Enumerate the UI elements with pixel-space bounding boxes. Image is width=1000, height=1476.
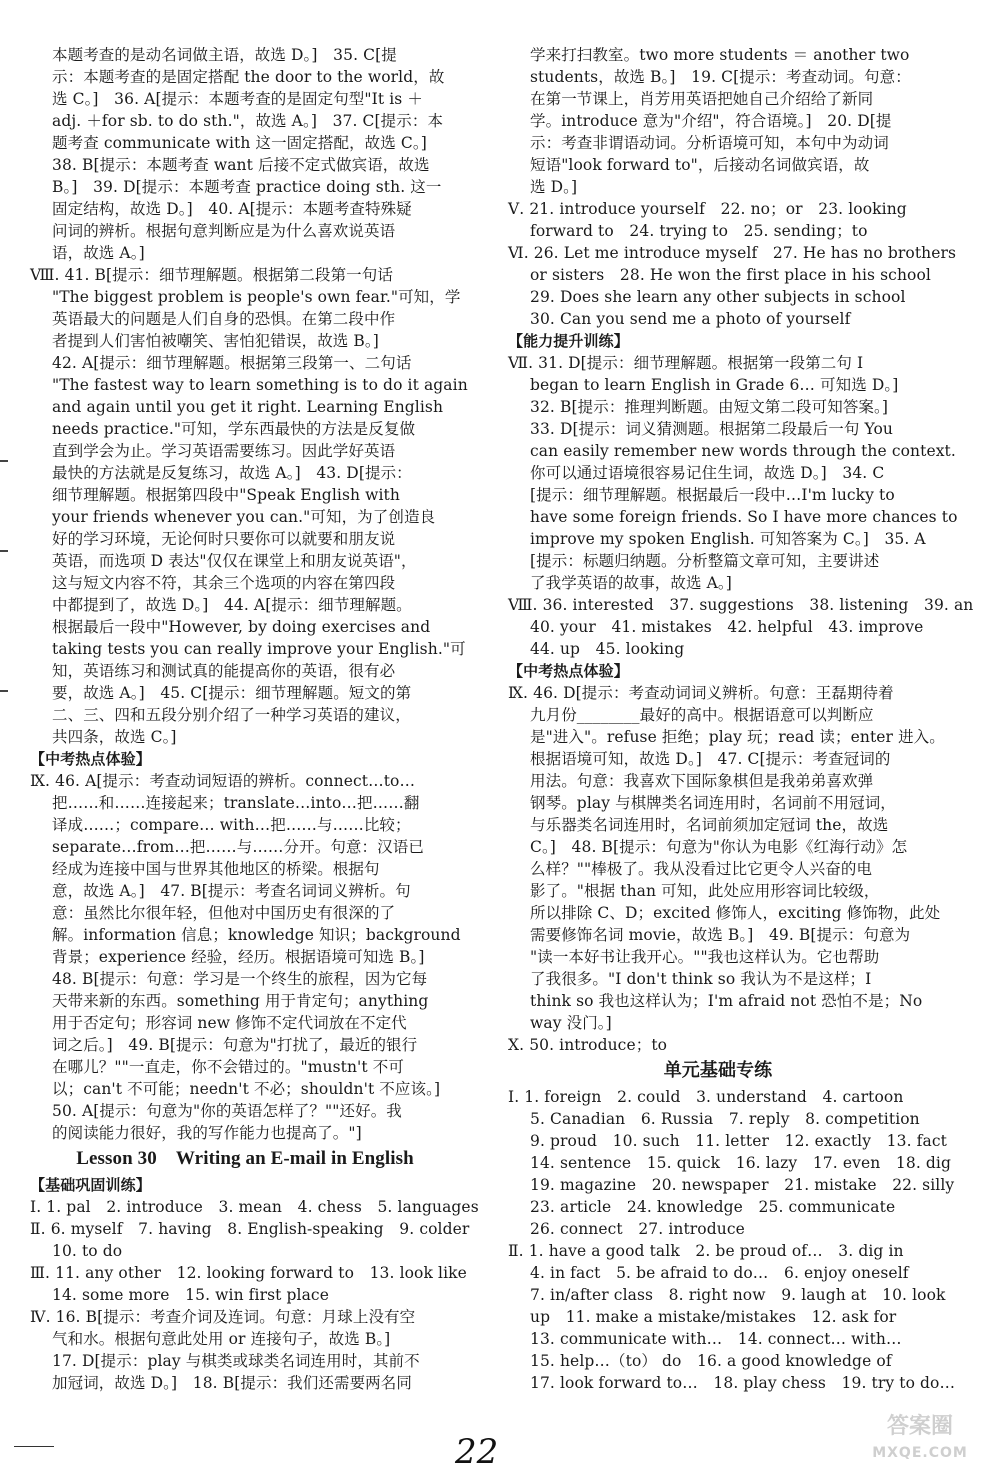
margin-tick <box>0 460 8 462</box>
answer-line: Ⅹ. 50. introduce；to <box>508 1036 668 1054</box>
answer-line: 共四条，故选 C。] <box>52 728 177 746</box>
answer-line: 用法。句意：我喜欢下国际象棋但是我弟弟喜欢弹 <box>530 772 874 790</box>
answer-line: 钢琴。play 与棋牌类名词连用时，名词前不用冠词， <box>530 794 896 812</box>
answer-line: Ⅴ. 21. introduce yourself 22. no；or 23. looking <box>508 200 907 218</box>
answer-line: 直到学会为止。学习英语需要练习。因此学好英语 <box>52 442 396 460</box>
right-column <box>508 44 974 1394</box>
answer-line: 九月份________最好的高中。根据语意可以判断应 <box>530 706 874 724</box>
answer-line: 知，英语练习和测试真的能提高你的英语，很有必 <box>52 662 396 680</box>
answer-line: 29. Does she learn any other subjects in school <box>530 288 906 306</box>
answer-line: "The fastest way to learn something is to do it again <box>52 376 468 394</box>
answer-line: 38. B[提示：本题考查 want 后接不定式做宾语，故选 <box>52 156 430 174</box>
answer-line: 二、三、四和五段分别介绍了一种学习英语的建议， <box>52 706 411 724</box>
answer-line: 背景；experience 经验，经历。根据语境可知选 B。] <box>52 948 425 966</box>
answer-line: 中都提到了，故选 D。] 44. A[提示：细节理解题。 <box>52 596 412 614</box>
answer-line: 与乐器类名词连用时，名词前须加定冠词 the，故选 <box>530 816 889 834</box>
answer-line: 把……和……连接起来；translate…into…把……翻 <box>52 794 420 812</box>
answer-line: and again until you get it right. Learning English <box>52 398 444 416</box>
answer-line: Ⅰ. 1. pal 2. introduce 3. mean 4. chess 5. languages <box>30 1198 479 1216</box>
answer-line: began to learn English in Grade 6… 可知选 D。] <box>530 376 899 394</box>
answer-line: 32. B[提示：推理判断题。由短文第二段可知答案。] <box>530 398 889 416</box>
answer-line: 的阅读能力很好，我的写作能力也提高了。"] <box>52 1124 362 1142</box>
answer-line: 了我很多。"I don't think so 我认为不是这样；I <box>530 970 872 988</box>
answer-line: 问词的辨析。根据句意判断应是为什么喜欢说英语 <box>52 222 396 240</box>
answer-line: Ⅰ. 1. foreign 2. could 3. understand 4. cartoon <box>508 1088 904 1106</box>
answer-line: 解。information 信息；knowledge 知识；background <box>52 926 461 944</box>
answer-line: can easily remember new words through the context. <box>530 442 956 460</box>
answer-line: C。] 48. B[提示：句意为"你认为电影《红海行动》怎 <box>530 838 908 856</box>
answer-line: 语，故选 A。] <box>52 244 145 262</box>
lesson-title: Lesson 30 Writing an E-mail in English <box>76 1148 414 1169</box>
answer-line: 33. D[提示：词义猜测题。根据第二段最后一句 You <box>530 420 893 438</box>
watermark-url: MXQE.COM <box>872 1445 968 1461</box>
answer-line: 选 D。] <box>530 178 578 196</box>
answer-line: 根据最后一段中"However, by doing exercises and <box>52 618 431 636</box>
answer-line: 气和水。根据句意此处用 or 连接句子，故选 B。] <box>52 1330 391 1348</box>
answer-line: 30. Can you send me a photo of yourself <box>530 310 851 328</box>
answer-line: 48. B[提示：句意：学习是一个终生的旅程，因为它每 <box>52 970 428 988</box>
answer-line: 题考查 communicate with 这一固定搭配，故选 C。] <box>52 134 427 152</box>
section-heading: 【基础巩固训练】 <box>30 1176 151 1194</box>
answer-line: 50. A[提示：句意为"你的英语怎样了？""还好。我 <box>52 1102 402 1120</box>
answer-line: 学来打扫教室。two more students ＝ another two <box>530 46 910 64</box>
answer-line: Ⅷ. 36. interested 37. suggestions 38. listening 39. an <box>508 596 974 614</box>
answer-line: 经成为连接中国与世界其他地区的桥梁。根据句 <box>52 860 380 878</box>
left-column <box>30 44 479 1394</box>
answer-line: 英语，而选项 D 表达"仅仅在课堂上和朋友说英语"， <box>52 552 417 570</box>
answer-line: forward to 24. trying to 25. sending；to <box>530 222 868 240</box>
answer-line: 本题考查的是动名词做主语，故选 D。] 35. C[提 <box>52 46 397 64</box>
answer-line: 天带来新的东西。something 用于肯定句；anything <box>52 992 429 1010</box>
lesson-title: 单元基础专练 <box>663 1060 773 1081</box>
answer-line: 了我学英语的故事，故选 A。] <box>530 574 732 592</box>
answer-line: 么样？""棒极了。我从没看过比它更令人兴奋的电 <box>530 860 873 878</box>
answer-line: B。] 39. D[提示：本题考查 practice doing sth. 这一 <box>52 178 442 196</box>
answer-line: Ⅶ. 31. D[提示：细节理解题。根据第一段第二句 I <box>508 354 864 372</box>
answer-line: 23. article 24. knowledge 25. communicate <box>530 1198 896 1216</box>
answer-line: 好的学习环境，无论何时只要你可以就要和朋友说 <box>52 530 396 548</box>
answer-line: 9. proud 10. such 11. letter 12. exactly 13. fact <box>530 1132 947 1150</box>
answer-line: 译成……；compare… with…把……与……比较； <box>52 816 411 834</box>
answer-line: 需要修饰名词 movie，故选 B。] 49. B[提示：句意为 <box>530 926 911 944</box>
margin-tick <box>0 690 8 692</box>
answer-line: 是"进入"。refuse 拒绝；play 玩；read 读；enter 进入。 <box>530 728 945 746</box>
answer-line: think so 我也这样认为；I'm afraid not 恐怕不是；No <box>530 992 923 1010</box>
answer-line: Ⅷ. 41. B[提示：细节理解题。根据第二段第一句话 <box>30 266 393 284</box>
answer-line: 42. A[提示：细节理解题。根据第三段第一、二句话 <box>52 354 412 372</box>
answer-line: 44. up 45. looking <box>530 640 685 658</box>
answer-line: way 没门。] <box>530 1014 612 1032</box>
answer-line: 者提到人们害怕被嘲笑、害怕犯错误，故选 B。] <box>52 332 379 350</box>
answer-line: 10. to do <box>52 1242 123 1260</box>
answer-line: 示：本题考查的是固定搭配 the door to the world，故 <box>52 68 445 86</box>
answer-line: 这与短文内容不符，其余三个选项的内容在第四段 <box>52 574 396 592</box>
answer-line: improve my spoken English. 可知答案为 C。] 35. A <box>530 530 926 548</box>
answer-line: 14. sentence 15. quick 16. lazy 17. even 18. dig <box>530 1154 951 1172</box>
answer-line: 5. Canadian 6. Russia 7. reply 8. competition <box>530 1110 920 1128</box>
answer-line: 所以排除 C、D；excited 修饰人，exciting 修饰物，此处 <box>530 904 941 922</box>
section-heading: 【能力提升训练】 <box>508 332 629 350</box>
section-heading: 【中考热点体验】 <box>30 750 151 768</box>
answer-line: 固定结构，故选 D。] 40. A[提示：本题考查特殊疑 <box>52 200 412 218</box>
answer-line: 17. look forward to… 18. play chess 19. try to do… <box>530 1374 956 1392</box>
answer-line: 26. connect 27. introduce <box>530 1220 745 1238</box>
page-number: 22 <box>455 1432 499 1472</box>
answer-line: 词之后。] 49. B[提示：句意为"打扰了，最近的银行 <box>52 1036 418 1054</box>
answer-line: Ⅵ. 26. Let me introduce myself 27. He has no brothers <box>508 244 957 262</box>
answer-line: "The biggest problem is people's own fear."可知，学 <box>52 288 461 306</box>
answer-line: 在第一节课上，肖芳用英语把她自己介绍给了新同 <box>530 90 874 108</box>
answer-line: adj. ＋for sb. to do sth."，故选 A。] 37. C[提示：本 <box>52 112 444 130</box>
answer-line: Ⅸ. 46. A[提示：考查动词短语的辨析。connect…to… <box>30 772 416 790</box>
answer-line: 短语"look forward to"，后接动名词做宾语，故 <box>530 156 870 174</box>
answer-line: Ⅱ. 1. have a good talk 2. be proud of… 3. dig in <box>508 1242 904 1260</box>
answer-line: [提示：标题归纳题。分析整篇文章可知，主要讲述 <box>530 552 880 570</box>
answer-line: [提示：细节理解题。根据最后一段中…I'm lucky to <box>530 486 895 504</box>
answer-line: 学。introduce 意为"介绍"，符合语境。] 20. D[提 <box>530 112 892 130</box>
answer-line: 40. your 41. mistakes 42. helpful 43. improve <box>530 618 924 636</box>
answer-line: Ⅳ. 16. B[提示：考查介词及连词。句意：月球上没有空 <box>30 1308 416 1326</box>
section-heading: 【中考热点体验】 <box>508 662 629 680</box>
answer-line: 最快的方法就是反复练习，故选 A。] 43. D[提示： <box>52 464 412 482</box>
answer-line: 14. some more 15. win first place <box>52 1286 329 1304</box>
answer-line: up 11. make a mistake/mistakes 12. ask for <box>530 1308 897 1326</box>
answer-line: 4. in fact 5. be afraid to do… 6. enjoy oneself <box>530 1264 909 1282</box>
answer-line: 15. help…（to） do 16. a good knowledge of <box>530 1352 892 1370</box>
answer-line: Ⅱ. 6. myself 7. having 8. English-speaking 9. colder <box>30 1220 470 1238</box>
answer-line: students，故选 B。] 19. C[提示：考查动词。句意： <box>530 68 911 86</box>
answer-line: 根据语境可知，故选 D。] 47. C[提示：考查冠词的 <box>530 750 891 768</box>
answer-line: 以；can't 不可能；needn't 不必；shouldn't 不应该。] <box>52 1080 441 1098</box>
answer-line: 7. in/after class 8. right now 9. laugh at 10. look <box>530 1286 946 1304</box>
answer-line: 在哪儿？""一直走，你不会错过的。"mustn't 不可 <box>52 1058 404 1076</box>
answer-line: "读一本好书让我开心。""我也这样认为。它也帮助 <box>530 948 880 966</box>
answer-line: 17. D[提示：play 与棋类或球类名词连用时，其前不 <box>52 1352 420 1370</box>
answer-line: 细节理解题。根据第四段中"Speak English with <box>52 486 400 504</box>
answer-line: 你可以通过语境很容易记住生词，故选 D。] 34. C <box>530 464 885 482</box>
watermark-text: 答案圈 <box>886 1414 953 1439</box>
answer-line: 加冠词，故选 D。] 18. B[提示：我们还需要两名同 <box>52 1374 412 1392</box>
answer-line: 19. magazine 20. newspaper 21. mistake 22. silly <box>530 1176 955 1194</box>
answer-line: taking tests you can really improve your English."可 <box>52 640 466 658</box>
answer-line: 英语最大的问题是人们自身的恐惧。在第二段中作 <box>52 310 396 328</box>
answer-line: 意：虽然比尔很年轻，但他对中国历史有很深的了 <box>52 904 396 922</box>
answer-line: separate…from…把……与……分开。句意：汉语已 <box>52 838 424 856</box>
answer-line: 用于否定句；形容词 new 修饰不定代词放在不定代 <box>52 1014 407 1032</box>
watermark-logo <box>860 1412 980 1468</box>
footer-rule <box>14 1446 54 1447</box>
answer-line: Ⅲ. 11. any other 12. looking forward to 13. look like <box>30 1264 467 1282</box>
margin-tick <box>0 550 8 552</box>
answer-line: 影了。"根据 than 可知，此处应用形容词比较级， <box>530 882 880 900</box>
answer-line: 选 C。] 36. A[提示：本题考查的是固定句型"It is ＋ <box>52 90 423 108</box>
answer-line: 13. communicate with… 14. connect… with… <box>530 1330 902 1348</box>
answer-line: have some foreign friends. So I have more chances to <box>530 508 958 526</box>
answer-line: needs practice."可知，学东西最快的方法是反复做 <box>52 420 416 438</box>
answer-line: 示：考查非谓语动词。分析语境可知，本句中为动词 <box>530 134 889 152</box>
answer-line: or sisters 28. He won the first place in his school <box>530 266 931 284</box>
answer-line: 要，故选 A。] 45. C[提示：细节理解题。短文的第 <box>52 684 412 702</box>
answer-line: your friends whenever you can."可知，为了创造良 <box>52 508 436 526</box>
answer-line: Ⅸ. 46. D[提示：考查动词词义辨析。句意：王磊期待着 <box>508 684 894 702</box>
answer-line: 意，故选 A。] 47. B[提示：考查名词词义辨析。句 <box>52 882 411 900</box>
